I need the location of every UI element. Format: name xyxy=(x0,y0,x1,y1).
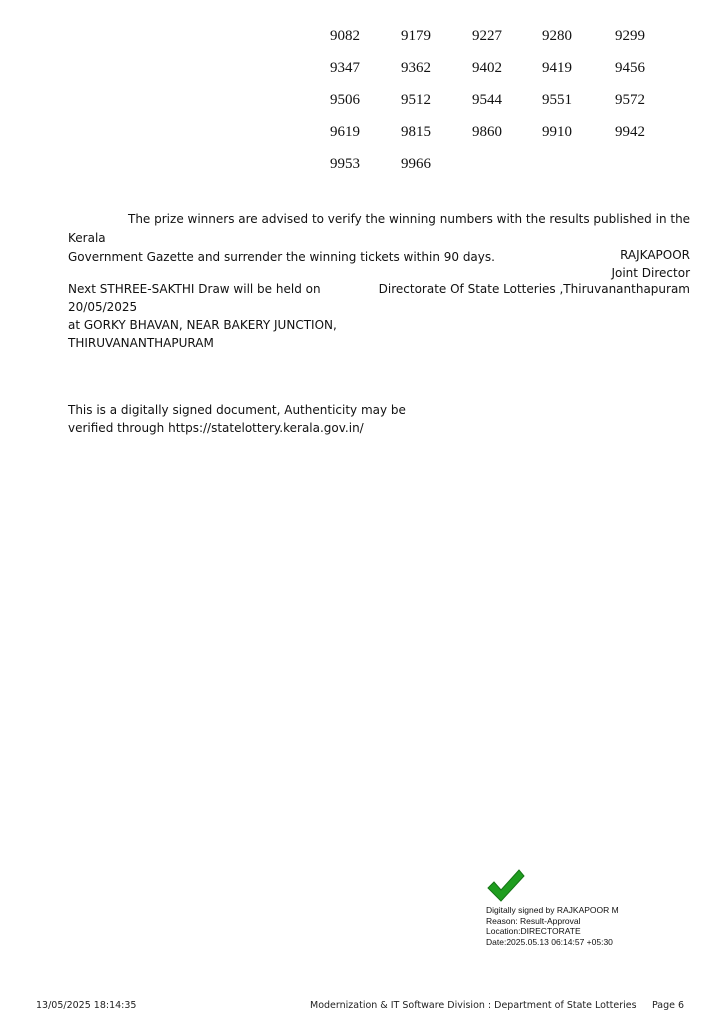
winning-number: 9860 xyxy=(472,124,502,140)
winning-number: 9419 xyxy=(542,60,572,76)
next-draw-line-2: at GORKY BHAVAN, NEAR BAKERY JUNCTION, xyxy=(68,318,337,332)
winning-number: 9227 xyxy=(472,28,502,44)
stamp-line-1: Digitally signed by RAJKAPOOR M xyxy=(486,905,619,915)
winning-number: 9299 xyxy=(615,28,645,44)
winning-number: 9953 xyxy=(330,156,360,172)
winning-number: 9456 xyxy=(615,60,645,76)
prize-notice-line-2: Government Gazette and surrender the winning tickets within 90 days. xyxy=(68,250,495,264)
winning-number: 9619 xyxy=(330,124,360,140)
winning-number: 9572 xyxy=(615,92,645,108)
stamp-line-4: Date:2025.05.13 06:14:57 +05:30 xyxy=(486,936,613,947)
winning-number: 9506 xyxy=(330,92,360,108)
winning-number: 9512 xyxy=(401,92,431,108)
winning-number: 9910 xyxy=(542,124,572,140)
digital-signature-stamp xyxy=(486,868,686,947)
winning-number: 9347 xyxy=(330,60,360,76)
digital-signature-note xyxy=(68,401,408,437)
prize-notice-line-1: The prize winners are advised to verify the winning numbers with the results published in the Kerala xyxy=(68,212,691,245)
winning-number: 9815 xyxy=(401,124,431,140)
footer-division: Modernization & IT Software Division : Department of State Lotteries xyxy=(310,1000,637,1011)
winning-number: 9942 xyxy=(615,124,645,140)
prize-notice xyxy=(68,210,693,267)
winning-number: 9082 xyxy=(330,28,360,44)
signatory-block xyxy=(611,246,690,282)
next-draw-info xyxy=(68,280,388,352)
winning-number: 9179 xyxy=(401,28,431,44)
next-draw-line-1: Next STHREE-SAKTHI Draw will be held on 20/05/2025 xyxy=(68,282,321,314)
winning-number: 9544 xyxy=(472,92,502,108)
footer-page-number: Page 6 xyxy=(652,1000,685,1011)
winning-number: 9402 xyxy=(472,60,502,76)
stamp-line-2: Reason: Result-Approval xyxy=(486,915,581,926)
winning-number: 9280 xyxy=(542,28,572,44)
winning-number: 9966 xyxy=(401,156,431,172)
winning-number: 9551 xyxy=(542,92,572,108)
footer-timestamp: 13/05/2025 18:14:35 xyxy=(36,1000,137,1011)
directorate-office: Directorate Of State Lotteries ,Thiruvananthapuram xyxy=(378,282,690,296)
stamp-line-3: Location:DIRECTORATE xyxy=(486,926,581,936)
green-check-icon xyxy=(486,868,526,904)
signatory-title: Joint Director xyxy=(611,266,690,280)
digital-note-line-1: This is a digitally signed document, Authenticity may be xyxy=(68,403,406,417)
next-draw-line-3: THIRUVANANTHAPURAM xyxy=(68,336,214,350)
digital-note-line-2: verified through https://statelottery.kerala.gov.in/ xyxy=(68,421,364,435)
signatory-name: RAJKAPOOR xyxy=(620,248,690,262)
winning-number: 9362 xyxy=(401,60,431,76)
